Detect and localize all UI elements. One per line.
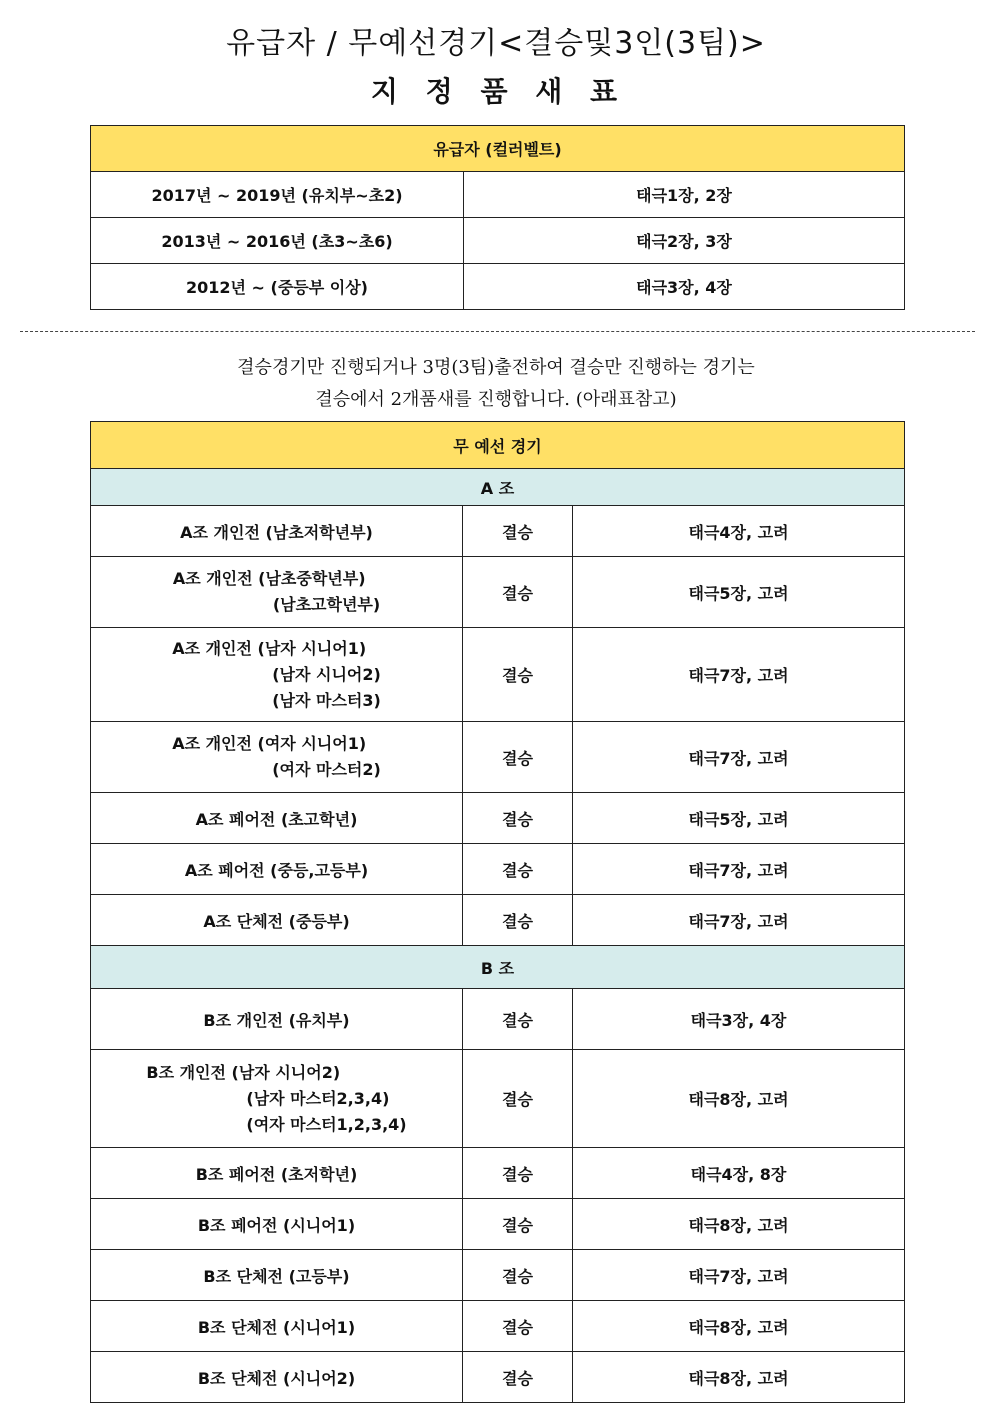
- table-heading: 유급자 (컬러벨트): [91, 126, 905, 172]
- table-row: [91, 1250, 905, 1301]
- round-cell: 결승: [463, 1352, 573, 1403]
- round-cell: 결승: [463, 1050, 573, 1148]
- event-cell: [91, 844, 463, 895]
- poomsae-cell: 태극4장, 고려: [573, 506, 905, 557]
- event-lines: [172, 731, 381, 783]
- table-row: [91, 1050, 905, 1148]
- event-cell: [91, 1301, 463, 1352]
- event-line: B조 단체전 (시니어2): [197, 1368, 356, 1388]
- event-line: B조 페어전 (초저학년): [195, 1164, 358, 1184]
- poomsae-cell: 태극2장, 3장: [464, 218, 905, 264]
- table-row: [91, 1148, 905, 1199]
- group-a-header: A 조: [91, 469, 905, 506]
- poomsae-cell: 태극3장, 4장: [464, 264, 905, 310]
- event-line: (남자 시니어2): [272, 664, 381, 684]
- table-row: [91, 506, 905, 557]
- event-line: (여자 마스터2): [272, 760, 381, 779]
- age-group-cell: 2013년 ~ 2016년 (초3~초6): [91, 218, 464, 264]
- page-title: 유급자 / 무예선경기<결승및3인(3팀)>: [226, 26, 766, 61]
- table-row: [91, 1352, 905, 1403]
- notice-line-1: 결승경기만 진행되거나 3명(3팀)출전하여 결승만 진행하는 경기는: [237, 357, 755, 378]
- table-row: [91, 989, 905, 1050]
- table-row: [91, 722, 905, 793]
- round-cell: 결승: [463, 1199, 573, 1250]
- round-cell: 결승: [463, 793, 573, 844]
- event-cell: [91, 1050, 463, 1148]
- group-b-rows: [91, 989, 905, 1403]
- dashed-divider: [20, 331, 975, 332]
- table-row: [91, 264, 905, 310]
- event-line: (남초고학년부): [272, 595, 381, 614]
- poomsae-cell: 태극7장, 고려: [573, 722, 905, 793]
- round-cell: 결승: [463, 1250, 573, 1301]
- event-line: (남자 마스터2,3,4): [246, 1088, 390, 1108]
- table-row: [91, 628, 905, 722]
- event-line: B조 단체전 (시니어1): [197, 1317, 356, 1337]
- poomsae-cell: 태극3장, 4장: [573, 989, 905, 1050]
- event-line: A조 단체전 (중등부): [203, 911, 350, 931]
- table-row: [91, 218, 905, 264]
- event-cell: [91, 1352, 463, 1403]
- event-lines: [172, 636, 381, 714]
- poomsae-cell: 태극1장, 2장: [464, 172, 905, 218]
- table-row: [91, 895, 905, 946]
- event-line: A조 개인전 (남초저학년부): [180, 522, 373, 542]
- table-row: [91, 172, 905, 218]
- round-cell: 결승: [463, 506, 573, 557]
- table-row: [91, 1301, 905, 1352]
- table-row: [91, 1199, 905, 1250]
- round-cell: 결승: [463, 722, 573, 793]
- poomsae-cell: 태극7장, 고려: [573, 844, 905, 895]
- notice-line-2: 결승에서 2개품새를 진행합니다. (아래표참고): [315, 389, 677, 410]
- page-subtitle: 지 정 품 새 표: [370, 75, 622, 108]
- poomsae-cell: 태극8장, 고려: [573, 1352, 905, 1403]
- table-row: [91, 844, 905, 895]
- event-line: A조 페어전 (중등,고등부): [184, 860, 369, 880]
- event-cell: [91, 1148, 463, 1199]
- event-cell: [91, 628, 463, 722]
- event-line: B조 단체전 (고등부): [203, 1266, 350, 1286]
- event-line: A조 개인전 (남초중학년부): [172, 569, 366, 588]
- round-cell: 결승: [463, 1301, 573, 1352]
- table-heading: 무 예선 경기: [91, 422, 905, 469]
- poomsae-cell: 태극8장, 고려: [573, 1301, 905, 1352]
- event-cell: [91, 895, 463, 946]
- event-line: A조 페어전 (초고학년): [195, 809, 358, 829]
- color-belt-table: [90, 125, 905, 310]
- round-cell: 결승: [463, 628, 573, 722]
- poomsae-cell: 태극8장, 고려: [573, 1199, 905, 1250]
- event-line: B조 페어전 (시니어1): [197, 1215, 356, 1235]
- event-cell: [91, 793, 463, 844]
- poomsae-cell: 태극7장, 고려: [573, 1250, 905, 1301]
- event-cell: [91, 1250, 463, 1301]
- event-cell: [91, 506, 463, 557]
- age-group-cell: 2017년 ~ 2019년 (유치부~초2): [91, 172, 464, 218]
- round-cell: 결승: [463, 844, 573, 895]
- event-line: (남자 마스터3): [272, 690, 381, 710]
- event-line: A조 개인전 (여자 시니어1): [172, 734, 367, 753]
- age-group-cell: 2012년 ~ (중등부 이상): [91, 264, 464, 310]
- poomsae-cell: 태극5장, 고려: [573, 557, 905, 628]
- event-lines: [173, 566, 380, 618]
- round-cell: 결승: [463, 989, 573, 1050]
- round-cell: 결승: [463, 1148, 573, 1199]
- event-cell: [91, 557, 463, 628]
- event-cell: [91, 722, 463, 793]
- event-line: B조 개인전 (남자 시니어2): [146, 1062, 341, 1082]
- poomsae-cell: 태극8장, 고려: [573, 1050, 905, 1148]
- table-row: [91, 793, 905, 844]
- group-b-header: B 조: [91, 946, 905, 989]
- no-prelim-table: [90, 421, 905, 1403]
- round-cell: 결승: [463, 895, 573, 946]
- group-a-rows: [91, 506, 905, 946]
- event-line: A조 개인전 (남자 시니어1): [172, 638, 367, 658]
- poomsae-cell: 태극4장, 8장: [573, 1148, 905, 1199]
- event-line: B조 개인전 (유치부): [203, 1010, 350, 1030]
- poomsae-cell: 태극5장, 고려: [573, 793, 905, 844]
- poomsae-cell: 태극7장, 고려: [573, 895, 905, 946]
- event-line: (여자 마스터1,2,3,4): [246, 1114, 407, 1134]
- round-cell: 결승: [463, 557, 573, 628]
- table-row: [91, 557, 905, 628]
- poomsae-cell: 태극7장, 고려: [573, 628, 905, 722]
- event-lines: [146, 1060, 406, 1138]
- event-cell: [91, 989, 463, 1050]
- event-cell: [91, 1199, 463, 1250]
